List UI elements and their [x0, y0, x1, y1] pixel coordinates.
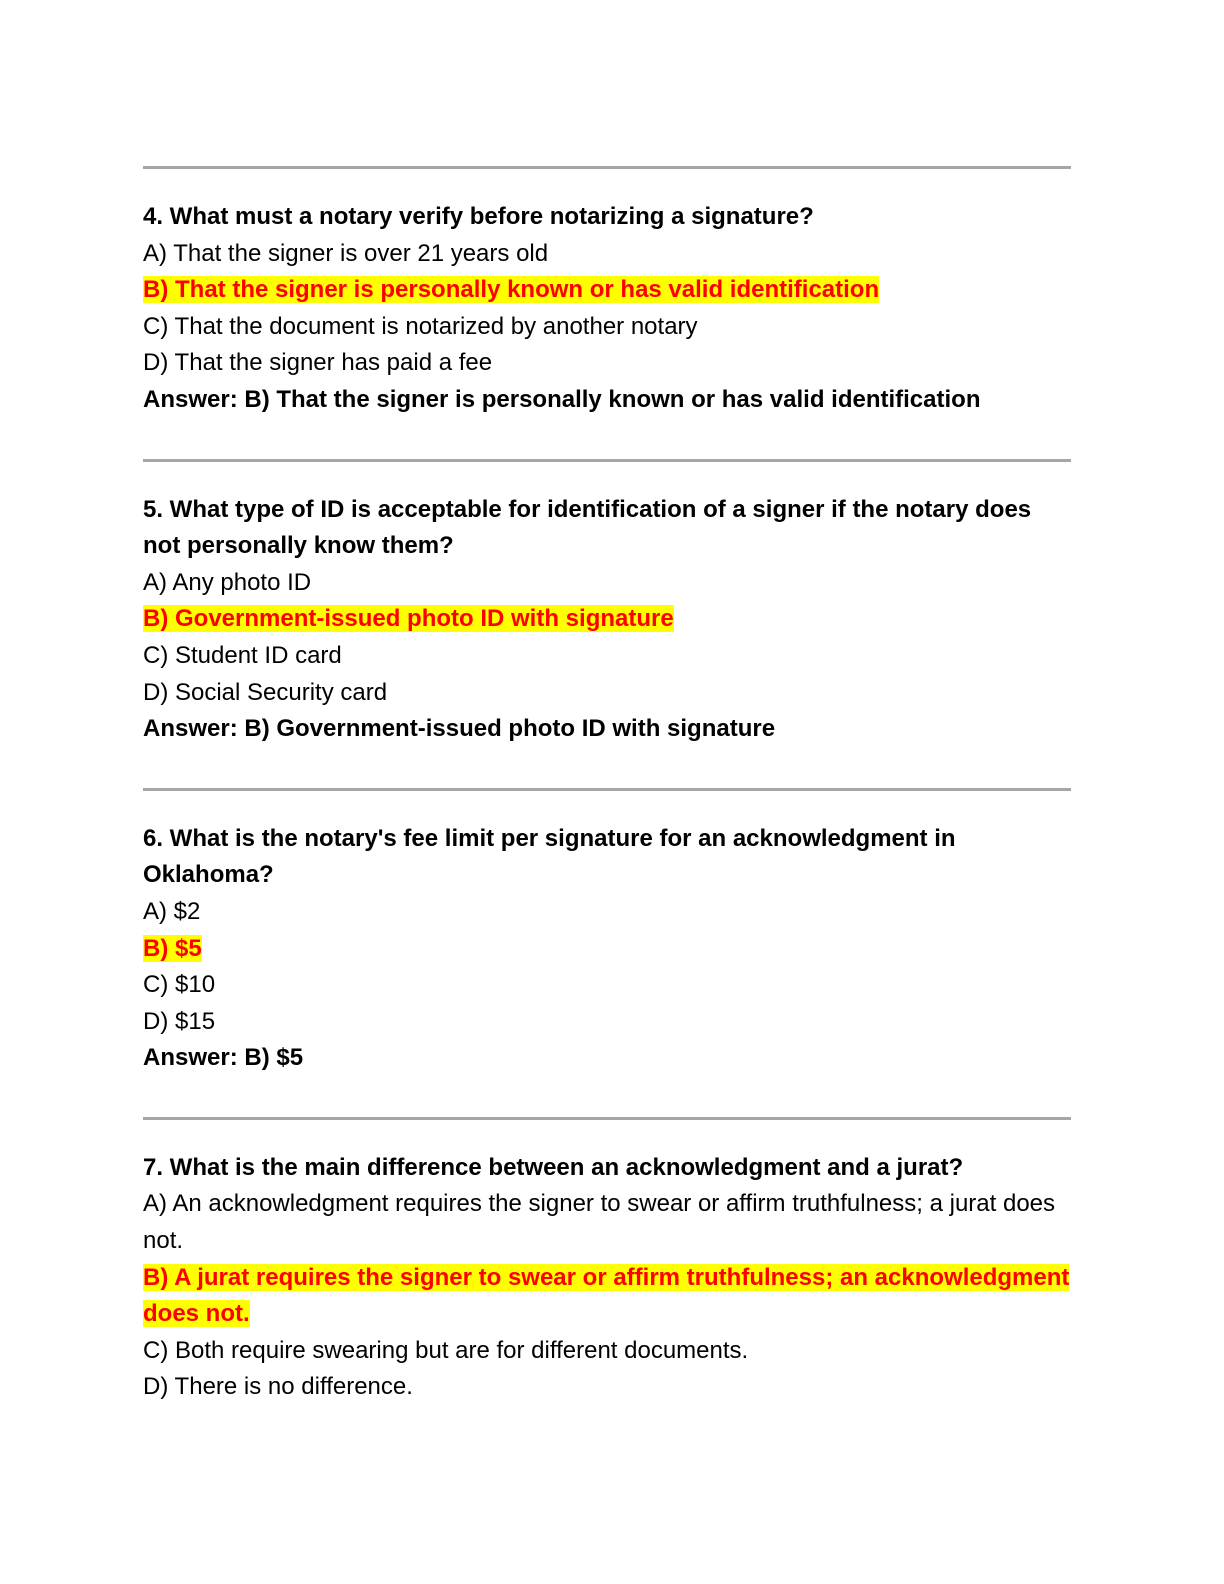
answer-line: Answer: B) $5: [143, 1044, 304, 1072]
option-d: D) $15: [143, 1007, 216, 1035]
option-a: A) $2: [143, 897, 201, 925]
option-c: C) Both require swearing but are for different documents.: [143, 1336, 749, 1364]
question-6: [143, 788, 1071, 1117]
question-title: 4. What must a notary verify before notarizing a signature?: [143, 203, 814, 230]
option-b-correct: [143, 272, 1071, 309]
option-c: C) $10: [143, 971, 216, 999]
option-a: A) An acknowledgment requires the signer to swear or affirm truthfulness; a jurat does not.: [143, 1190, 1056, 1255]
question-block: [143, 1120, 1071, 1406]
option-c: C) That the document is notarized by another notary: [143, 312, 698, 340]
question-block: [143, 169, 1071, 459]
answer-line: Answer: B) That the signer is personally known or has valid identification: [143, 385, 981, 413]
option-d: D) That the signer has paid a fee: [143, 349, 493, 377]
option-b-correct: [143, 931, 1071, 968]
answer-line: Answer: B) Government-issued photo ID with signature: [143, 715, 776, 743]
highlighted-answer: B) Government-issued photo ID with signature: [143, 605, 674, 633]
document-page: [143, 166, 1071, 1406]
option-b-correct: [143, 1260, 1071, 1333]
question-title: 5. What type of ID is acceptable for identification of a signer if the notary does not personally know them?: [143, 495, 1032, 560]
question-title: 6. What is the notary's fee limit per signature for an acknowledgment in Oklahoma?: [143, 824, 956, 889]
question-5: [143, 459, 1071, 788]
highlighted-answer: B) A jurat requires the signer to swear or affirm truthfulness; an acknowledgment does not.: [143, 1263, 1070, 1328]
question-title: 7. What is the main difference between an acknowledgment and a jurat?: [143, 1153, 964, 1181]
question-block: [143, 791, 1071, 1117]
option-b-correct: [143, 601, 1071, 638]
highlighted-answer: B) That the signer is personally known or has valid identification: [143, 276, 880, 304]
question-block: [143, 462, 1071, 788]
question-4: [143, 166, 1071, 459]
option-d: D) Social Security card: [143, 678, 388, 706]
highlighted-answer: B) $5: [143, 934, 202, 962]
option-a: A) That the signer is over 21 years old: [143, 239, 549, 267]
option-d: D) There is no difference.: [143, 1373, 413, 1401]
option-c: C) Student ID card: [143, 641, 342, 669]
option-a: A) Any photo ID: [143, 568, 312, 596]
question-7: [143, 1117, 1071, 1406]
